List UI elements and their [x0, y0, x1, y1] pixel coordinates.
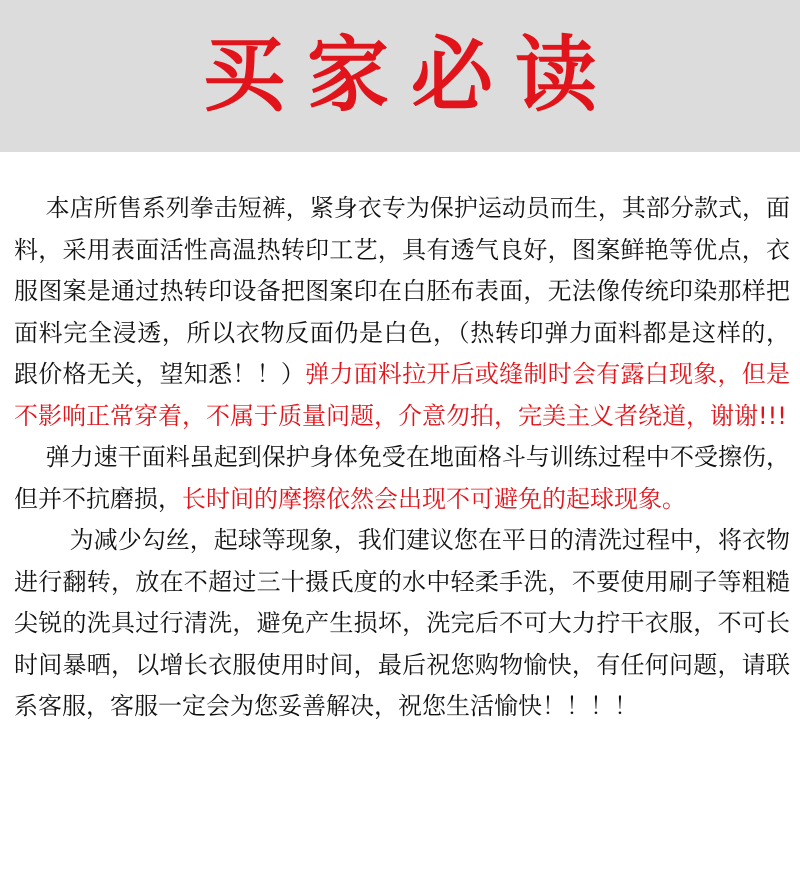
notice-body: [14, 188, 790, 728]
paragraph-care-instructions: [14, 520, 790, 728]
paragraph-wear-notice: [14, 437, 790, 520]
warning-text: 弹力面料拉开后或缝制时会有露白现象，但是不影响正常穿着，不属于质量问题，介意勿拍，完美主义者绕道，谢谢!!!: [14, 360, 791, 430]
paragraph-indent: [14, 194, 46, 222]
paragraph-text: 为减少勾丝，起球等现象，我们建议您在平日的清洗过程中，将衣物进行翻转，放在不超过三十摄氏度的水中轻柔手洗，不要使用刷子等粗糙尖锐的洗具过行清洗，避免产生损坏，洗完后不可大力拧干衣服，不可长时间暴晒，以增长衣服使用时间，最后祝您购物愉快，有任何问题，请联系客服，客服一定会为您妥善解决，祝您生活愉快！！！！: [14, 526, 790, 720]
header-banner: [0, 0, 800, 152]
paragraph-indent: [14, 443, 46, 471]
paragraph-text: 本店所售系列拳击短裤，紧身衣专为保护运动员而生，其部分款式，面料，采用表面活性高温热转印工艺，具有透气良好，图案鲜艳等优点，衣服图案是通过热转印设备把图案印在白胚布表面，无法像传统印染那样把面料完全浸透，所以衣物反面仍是白色，（热转印弹力面料都是这样的，跟价格无关，望知悉！！）: [14, 194, 790, 388]
page-title: 买家必读: [202, 28, 619, 123]
paragraph-text: 弹力速干面料虽起到保护身体免受在地面格斗与训练过程中不受擦伤，但并不抗磨损，: [14, 443, 790, 513]
paragraph-fabric-notice: [14, 188, 790, 437]
paragraph-indent: [14, 526, 70, 554]
warning-text: 长时间的摩擦依然会出现不可避免的起球现象。: [182, 484, 686, 513]
